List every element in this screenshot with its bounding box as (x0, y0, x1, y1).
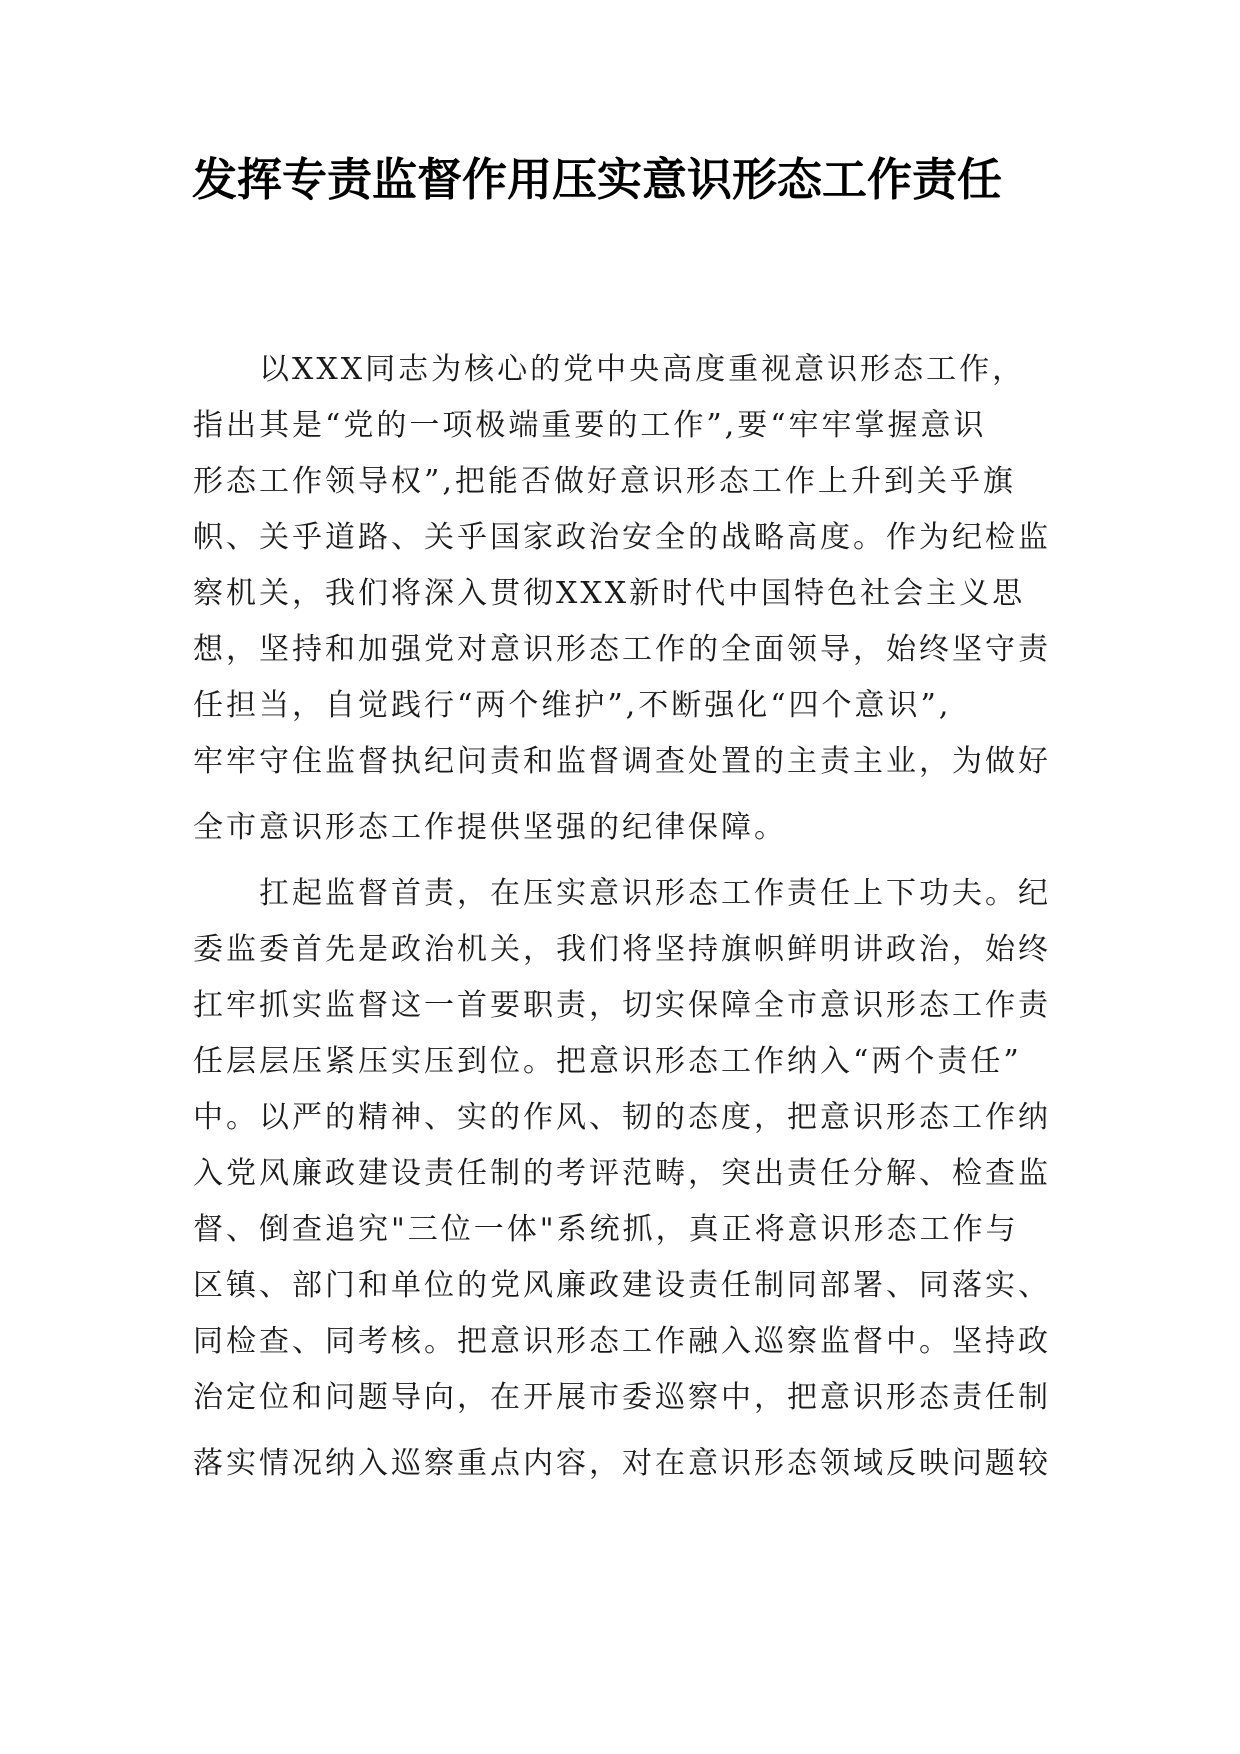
paragraph-line: 同检查、同考核。把意识形态工作融入巡察监督中。坚持政 (193, 1324, 1051, 1359)
document-title: 发挥专责监督作用压实意识形态工作责任 (192, 153, 1003, 206)
paragraph-line: 牢牢守住监督执纪问责和监督调查处置的主责主业，为做好 (193, 744, 1051, 779)
paragraph-line: 落实情况纳入巡察重点内容，对在意识形态领域反映问题较 (193, 1446, 1051, 1481)
paragraph-line: 想，坚持和加强党对意识形态工作的全面领导，始终坚守责 (193, 632, 1051, 667)
paragraph-1 (193, 342, 1051, 856)
paragraph-line: 扛牢抓实监督这一首要职责，切实保障全市意识形态工作责 (193, 988, 1051, 1023)
paragraph-line: 任担当，自觉践行“两个维护”,不断强化“四个意识”, (193, 688, 952, 723)
paragraph-line: 全市意识形态工作提供坚强的纪律保障。 (193, 810, 787, 845)
paragraph-line: 形态工作领导权”,把能否做好意识形态工作上升到关乎旗 (193, 464, 1016, 499)
paragraph-line: 帜、关乎道路、关乎国家政治安全的战略高度。作为纪检监 (193, 520, 1051, 555)
paragraph-line: 委监委首先是政治机关，我们将坚持旗帜鲜明讲政治，始终 (193, 932, 1051, 967)
paragraph-line: 治定位和问题导向，在开展市委巡察中，把意识形态责任制 (193, 1380, 1051, 1415)
paragraph-line: 中。以严的精神、实的作风、韧的态度，把意识形态工作纳 (193, 1100, 1051, 1135)
paragraph-line: 入党风廉政建设责任制的考评范畴，突出责任分解、检查监 (193, 1156, 1051, 1191)
paragraph-2 (193, 866, 1051, 1492)
paragraph-line: 指出其是“党的一项极端重要的工作”,要“牢牢掌握意识 (193, 408, 987, 443)
paragraph-line: 察机关，我们将深入贯彻XXX新时代中国特色社会主义思 (193, 576, 1026, 611)
paragraph-line: 扛起监督首责，在压实意识形态工作责任上下功夫。纪 (259, 876, 1051, 911)
paragraph-line: 督、倒查追究"三位一体"系统抓，真正将意识形态工作与 (193, 1212, 1019, 1247)
paragraph-line: 任层层压紧压实压到位。把意识形态工作纳入“两个责任” (193, 1044, 1022, 1079)
paragraph-line: 以XXX同志为核心的党中央高度重视意识形态工作， (259, 352, 1026, 387)
paragraph-line: 区镇、部门和单位的党风廉政建设责任制同部署、同落实、 (193, 1268, 1051, 1303)
